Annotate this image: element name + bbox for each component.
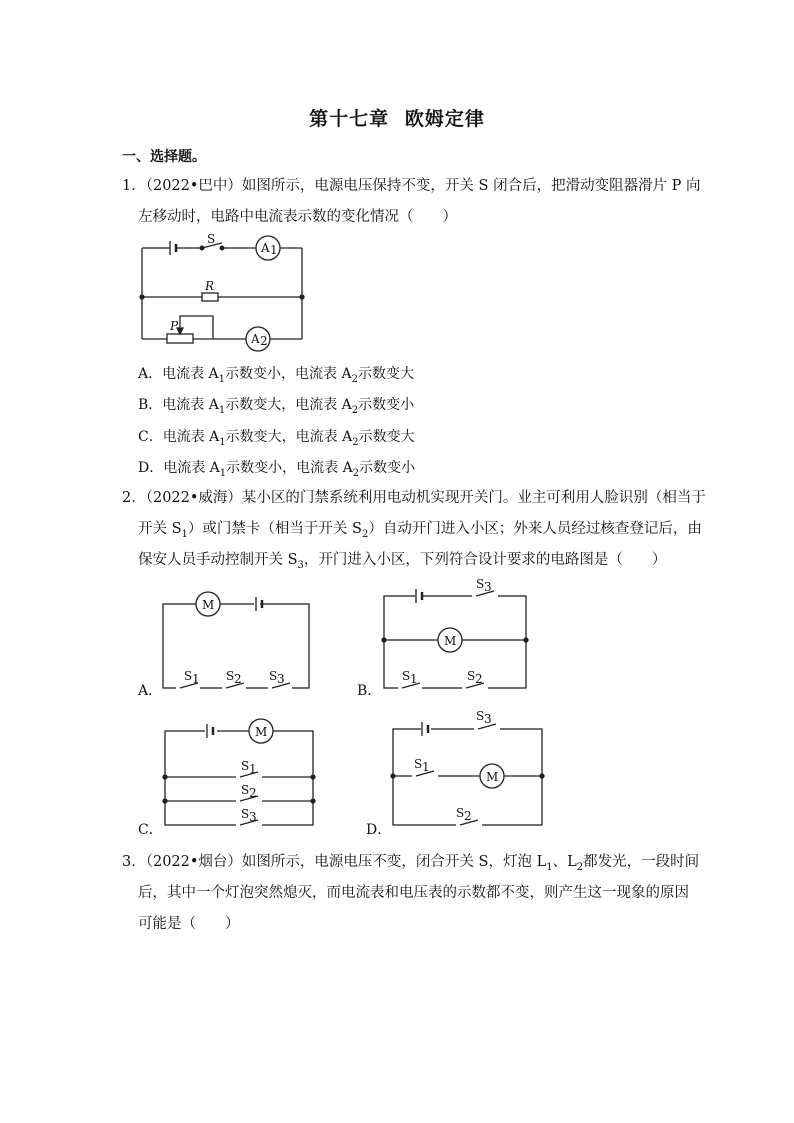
svg-text:S: S (241, 783, 250, 797)
svg-text:1: 1 (192, 672, 200, 686)
svg-text:S: S (476, 577, 485, 591)
chapter-number: 第十七章 (309, 108, 390, 130)
q2-stem-line3: 保安人员手动控制开关 $S_3$，开门进入小区，下列符合设计要求的电路图是（ ） (138, 552, 667, 571)
resistor-r (202, 293, 218, 301)
q3-stem-line1: 3．（2022•烟台）如图所示，电源电压不变，闭合开关 S，灯泡 $L_1$、$L_2$都发光，一段时间 (122, 854, 700, 873)
svg-text:3: 3 (484, 712, 492, 726)
svg-text:3: 3 (277, 672, 285, 686)
q1-circuit (140, 236, 304, 351)
svg-text:S: S (456, 806, 465, 820)
svg-text:1: 1 (410, 672, 418, 686)
svg-text:2: 2 (249, 786, 257, 800)
q1-option-c[interactable]: C．电流表 $A_1$示数变大，电流表 $A_2$示数变大 (138, 429, 415, 448)
q1-option-a[interactable]: A．电流表 $A_1$示数变小，电流表 $A_2$示数变大 (138, 366, 414, 385)
chapter-name: 欧姆定律 (404, 108, 485, 130)
svg-text:M: M (444, 634, 457, 648)
q2-option-d-label[interactable]: D． (366, 822, 392, 838)
q2-stem-line2: 开关 $S_1$）或门禁卡（相当于开关 $S_2$）自动开门进入小区；外来人员经过核查登记后，由 (138, 521, 702, 540)
q2-option-a-label[interactable]: A． (138, 683, 163, 699)
q1-option-d[interactable]: D．电流表 $A_1$示数变小，电流表 $A_2$示数变小 (138, 460, 416, 479)
q1-option-b[interactable]: B．电流表 $A_1$示数变大，电流表 $A_2$示数变小 (138, 397, 415, 416)
svg-text:3: 3 (249, 810, 257, 824)
svg-text:2: 2 (260, 334, 268, 348)
svg-text:2: 2 (234, 672, 242, 686)
q3-stem-line2: 后，其中一个灯泡突然熄灭，而电流表和电压表的示数都不变，则产生这一现象的原因 (138, 885, 689, 901)
svg-text:A: A (251, 332, 260, 346)
svg-text:S: S (241, 759, 250, 773)
q2-option-b-label[interactable]: B． (357, 683, 382, 699)
svg-text:1: 1 (422, 760, 430, 774)
svg-text:M: M (202, 598, 215, 612)
svg-text:A: A (261, 241, 270, 255)
svg-text:P: P (170, 319, 179, 333)
svg-text:S: S (476, 709, 485, 723)
svg-text:S: S (184, 669, 193, 683)
q2-diagram-c (163, 719, 315, 825)
svg-text:S: S (414, 757, 423, 771)
svg-text:M: M (255, 725, 268, 739)
q2-stem-line1: 2．（2022•威海）某小区的门禁系统利用电动机实现开关门。业主可利用人脸识别（相当于 (122, 490, 706, 506)
svg-text:S: S (467, 669, 476, 683)
q1-stem-line1: 1．（2022•巴中）如图所示，电源电压保持不变，开关 S 闭合后，把滑动变阻器滑片 P 向 (122, 178, 701, 194)
svg-text:M: M (486, 770, 499, 784)
svg-text:S: S (226, 669, 235, 683)
svg-text:3: 3 (484, 580, 492, 594)
q2-option-c-label[interactable]: C． (138, 822, 163, 838)
section-heading: 一、选择题。 (122, 149, 206, 165)
svg-text:1: 1 (249, 762, 257, 776)
svg-text:1: 1 (270, 243, 278, 257)
q1-stem-line2: 左移动时，电路中电流表示数的变化情况（ ） (138, 209, 457, 225)
q3-stem-line3: 可能是（ ） (138, 916, 240, 932)
svg-text:S: S (269, 669, 278, 683)
svg-text:2: 2 (475, 672, 483, 686)
q2-labels (184, 577, 498, 824)
svg-text:S: S (207, 232, 216, 246)
svg-text:S: S (241, 807, 250, 821)
svg-text:R: R (205, 279, 215, 293)
svg-text:2: 2 (464, 809, 472, 823)
svg-text:S: S (402, 669, 411, 683)
